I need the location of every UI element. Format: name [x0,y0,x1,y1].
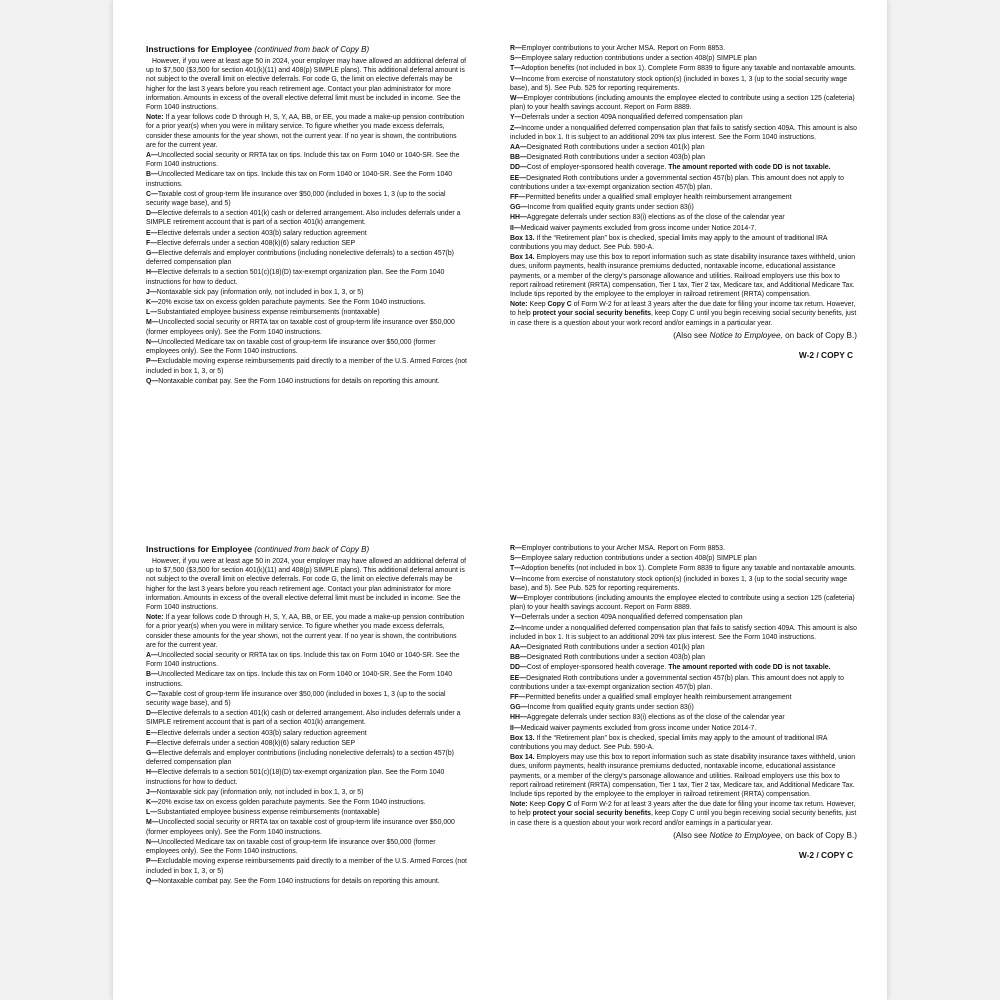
code-letter: T— [510,65,522,73]
code-letter: E— [146,729,158,737]
right-codes-list [510,544,857,662]
code-letter: A— [146,152,158,160]
code-letter: GG— [510,704,528,712]
code-item [146,151,468,169]
code-description: Designated Roth contributions under a governmental section 457(b) plan. This amount does not apply to contributions under a tax-exempt organization section 457(b) plan. [510,174,844,191]
code-item [510,44,857,53]
code-letter: F— [146,239,158,247]
code-item [510,75,857,93]
code-letter: M— [146,819,159,827]
code-description: Medicaid waiver payments excluded from gross income under Notice 2014-7. [520,224,757,232]
instructions-heading: Instructions for Employee (continued from back of Copy B) [146,544,370,554]
code-description: Aggregate deferrals under section 83(i) elections as of the close of the calendar year [526,214,785,222]
code-item [146,338,468,356]
code-description: Elective deferrals and employer contributions (including nonelective deferrals) to a section 457(b) deferred compensation plan [146,250,454,267]
code-item [510,554,857,563]
form-id-label: W-2 / COPY C [798,349,853,360]
code-description: Permitted benefits under a qualified small employer health reimbursement arrangement [525,194,792,202]
code-item [146,357,468,375]
code-item [146,838,468,856]
box14-paragraph: Box 14. Employers may use this box to report information such as state disability insurance taxes withheld, union dues, uniform payments, health insurance premiums deducted, nontaxable income, educational assistance payments, or a member of the clergy's parsonage allowance and utilities. Railroad employers use this box to report railroad retirement (RRTA) compensation, Tier 1 tax, Tier 2 tax, Medicare tax, and Additional Medicare Tax. Include tips reported by the employee to the employer in railroad retirement (RRTA) compensation. [510,754,856,799]
code-letter: N— [146,338,158,346]
code-description: Uncollected social security or RRTA tax on tips. Include this tax on Form 1040 or 1040-SR. See the Form 1040 instructions. [146,152,460,169]
code-item [510,594,857,612]
code-description: Excludable moving expense reimbursements paid directly to a member of the U.S. Armed Forces (not included in box 1, 3, or 5) [146,358,467,375]
code-letter: C— [146,690,158,698]
code-item [146,268,468,286]
code-letter: L— [146,809,158,817]
code-description: Income from exercise of nonstatutory stock option(s) (included in boxes 1, 3 (up to the social security wage base), and 5). See Pub. 525 for reporting requirements. [510,575,848,592]
code-description: Elective deferrals under a section 403(b) salary reduction agreement [157,729,367,737]
code-description: Elective deferrals to a section 401(k) cash or deferred arrangement. Also includes deferrals under a SIMPLE retirement account that is part of a section 401(k) arrangement. [146,710,461,727]
form-id-label: W-2 / COPY C [798,849,853,860]
code-item [510,544,857,553]
form-page [113,0,887,1000]
code-item [146,308,468,317]
left-column [146,44,468,387]
code-description: Income under a nonqualified deferred compensation plan that fails to satisfy section 409A. This amount is also included in box 1. It is subject to an additional 20% tax plus interest. See the Form 1040 instructions. [510,624,857,641]
right-codes-list [510,44,857,162]
code-description: Medicaid waiver payments excluded from gross income under Notice 2014-7. [520,724,757,732]
code-item [510,143,857,152]
code-letter: HH— [510,214,527,222]
also-see-note: (Also see Notice to Employee, on back of Copy B.) [673,830,857,840]
code-letter: N— [146,838,158,846]
code-item [510,64,857,73]
code-letter: K— [146,299,158,307]
code-item [510,624,857,642]
code-letter: Z— [510,124,522,132]
code-item [510,174,857,192]
code-letter: J— [146,288,157,296]
code-item [510,124,857,142]
code-description: Nontaxable sick pay (information only, not included in box 1, 3, or 5) [156,288,364,296]
code-item [510,703,857,712]
code-description: Income from qualified equity grants under section 83(i) [527,204,694,212]
code-description: Substantiated employee business expense reimbursements (nontaxable) [157,809,380,817]
code-item [146,229,468,238]
code-letter: R— [510,545,522,552]
code-letter: EE— [510,674,527,682]
code-item [146,318,468,336]
left-column [146,544,468,887]
code-letter: L— [146,309,158,317]
code-letter: H— [146,269,158,277]
code-description: Nontaxable combat pay. See the Form 1040 instructions for details on reporting this amount. [158,877,440,885]
code-description: Income from qualified equity grants under section 83(i) [527,704,694,712]
box13-paragraph: Box 13. If the “Retirement plan” box is checked, special limits may apply to the amount of traditional IRA contributions you may deduct. See Pub. 590-A. [510,734,828,752]
code-item [146,729,468,738]
code-item [146,670,468,688]
code-item-dd: DD—Cost of employer-sponsored health coverage. The amount reported with code DD is not taxable. [510,164,831,172]
right-codes-list-2 [510,174,857,233]
code-item [510,153,857,162]
code-item [510,713,857,722]
code-item [146,239,468,248]
code-item [510,724,857,733]
code-description: Designated Roth contributions under a section 403(b) plan [526,154,705,162]
code-item [510,113,857,122]
code-letter: B— [146,671,158,679]
code-letter: S— [510,555,522,563]
code-item [510,94,857,112]
code-description: Taxable cost of group-term life insurance over $50,000 (included in boxes 1, 3 (up to the social security wage base), and 5) [146,190,446,208]
left-codes-list [146,151,468,386]
code-letter: B— [146,171,158,179]
code-letter: Y— [510,114,522,122]
code-letter: P— [146,858,158,866]
code-item [146,808,468,817]
code-letter: D— [146,210,158,218]
code-letter: AA— [510,644,527,652]
code-letter: M— [146,319,159,327]
code-letter: R— [510,45,522,52]
code-item [146,739,468,748]
code-item [146,249,468,267]
instructions-heading: Instructions for Employee (continued from back of Copy B) [146,44,370,54]
code-item [146,377,468,386]
code-item [146,818,468,836]
code-item [146,709,468,727]
code-letter: W— [510,595,524,603]
code-item [146,857,468,875]
code-description: Uncollected social security or RRTA tax on taxable cost of group-term life insurance over $50,000 (former employees only). See the Form 1040 instructions. [146,819,455,836]
code-description: Elective deferrals to a section 501(c)(18)(D) tax-exempt organization plan. See the Form 1040 instructions for how to deduct. [146,769,445,786]
right-column [510,44,857,360]
code-item [146,209,468,227]
code-description: Deferrals under a section 409A nonqualified deferred compensation plan [521,614,743,622]
code-letter: II— [510,724,521,732]
code-letter: P— [146,358,158,366]
code-description: Designated Roth contributions under a section 401(k) plan [526,144,705,152]
code-description: Adoption benefits (not included in box 1). Complete Form 8839 to figure any taxable and nontaxable amounts. [521,565,856,573]
code-description: Uncollected social security or RRTA tax on tips. Include this tax on Form 1040 or 1040-SR. See the Form 1040 instructions. [146,652,460,669]
code-letter: II— [510,224,521,232]
code-description: Employer contributions to your Archer MSA. Report on Form 8853. [521,45,725,52]
code-description: Nontaxable sick pay (information only, not included in box 1, 3, or 5) [156,788,364,796]
code-description: Excludable moving expense reimbursements paid directly to a member of the U.S. Armed Forces (not included in box 1, 3, or 5) [146,858,467,875]
code-description: Income from exercise of nonstatutory stock option(s) (included in boxes 1, 3 (up to the social security wage base), and 5). See Pub. 525 for reporting requirements. [510,75,848,92]
code-item [146,190,468,208]
code-description: Employer contributions (including amounts the employee elected to contribute using a section 125 (cafeteria) plan) to your health savings account. Report on Form 8889. [510,95,855,112]
code-item [510,693,857,702]
code-letter: K— [146,799,158,807]
code-letter: Y— [510,614,522,622]
code-letter: F— [146,739,158,747]
code-description: Taxable cost of group-term life insurance over $50,000 (included in boxes 1, 3 (up to the social security wage base), and 5) [146,690,446,708]
code-item [146,690,468,708]
code-description: Employer contributions to your Archer MSA. Report on Form 8853. [521,545,725,552]
code-item [146,288,468,297]
box13-paragraph: Box 13. If the “Retirement plan” box is checked, special limits may apply to the amount of traditional IRA contributions you may deduct. See Pub. 590-A. [510,234,828,252]
code-item [146,768,468,786]
code-description: 20% excise tax on excess golden parachute payments. See the Form 1040 instructions. [157,299,426,307]
code-item [510,213,857,222]
code-letter: Q— [146,877,159,885]
code-item [146,788,468,797]
instructions-copy-bottom [113,500,887,1000]
code-description: Designated Roth contributions under a governmental section 457(b) plan. This amount does not apply to contributions under a tax-exempt organization section 457(b) plan. [510,674,844,691]
code-description: Uncollected Medicare tax on taxable cost of group-term life insurance over $50,000 (former employees only). See the Form 1040 instructions. [146,838,436,856]
box14-paragraph: Box 14. Employers may use this box to report information such as state disability insurance taxes withheld, union dues, uniform payments, health insurance premiums deducted, nontaxable income, educational assistance payments, or a member of the clergy's parsonage allowance and utilities. Railroad employers use this box to report railroad retirement (RRTA) compensation, Tier 1 tax, Tier 2 tax, Medicare tax, and Additional Medicare Tax. Include tips reported by the employee to the employer in railroad retirement (RRTA) compensation. [510,254,856,299]
code-description: Employee salary reduction contributions under a section 408(p) SIMPLE plan [521,55,757,63]
code-description: Elective deferrals to a section 501(c)(18)(D) tax-exempt organization plan. See the Form 1040 instructions for how to deduct. [146,269,445,286]
keep-copy-note: Note: Keep Copy C of Form W-2 for at least 3 years after the due date for filing your income tax return. However, to help protect your social security benefits, keep Copy C until you begin receiving social security benefits, just in case there is a question about your work record and/or earnings in a particular year. [510,801,857,827]
code-item [146,749,468,767]
code-letter: Z— [510,624,522,632]
code-letter: EE— [510,174,527,182]
note-paragraph: Note: If a year follows code D through H, S, Y, AA, BB, or EE, you made a make-up pension contribution for a prior year(s) when you were in military service. To figure whether you made excess deferrals, consider these amounts for the year shown, not the current year. If no year is shown, the contributions are for the current year. [146,114,465,149]
code-item [510,54,857,63]
right-column [510,544,857,860]
code-description: Uncollected Medicare tax on tips. Include this tax on Form 1040 or 1040-SR. See the Form 1040 instructions. [146,671,453,688]
code-item [510,613,857,622]
code-description: Designated Roth contributions under a section 401(k) plan [526,644,705,652]
code-description: Elective deferrals under a section 403(b) salary reduction agreement [157,229,367,237]
code-letter: Q— [146,377,159,385]
code-letter: C— [146,190,158,198]
code-item [510,674,857,692]
code-description: Employee salary reduction contributions under a section 408(p) SIMPLE plan [521,555,757,563]
code-letter: BB— [510,154,527,162]
code-description: Elective deferrals and employer contributions (including nonelective deferrals) to a section 457(b) deferred compensation plan [146,750,454,767]
note-paragraph: Note: If a year follows code D through H, S, Y, AA, BB, or EE, you made a make-up pension contribution for a prior year(s) when you were in military service. To figure whether you made excess deferrals, consider these amounts for the year shown, not the current year. If no year is shown, the contributions are for the current year. [146,614,465,649]
code-item-dd: DD—Cost of employer-sponsored health coverage. The amount reported with code DD is not taxable. [510,664,831,672]
code-description: Income under a nonqualified deferred compensation plan that fails to satisfy section 409A. This amount is also included in box 1. It is subject to an additional 20% tax plus interest. See the Form 1040 instructions. [510,124,857,141]
code-item [146,170,468,188]
code-item [510,653,857,662]
code-description: Designated Roth contributions under a section 403(b) plan [526,654,705,662]
intro-paragraph: However, if you were at least age 50 in 2024, your employer may have allowed an additional deferral of up to $7,500 ($3,500 for section 401(k)(11) and 408(p) SIMPLE plans). This additional deferral amount is not subject to the overall limit on elective deferrals. For code G, the limit on elective deferrals may be higher for the last 3 years before you reach retirement age. Contact your plan administrator for more information. Amounts in excess of the overall elective deferral limit must be included in income. See the Form 1040 instructions. [146,558,467,612]
code-item [510,193,857,202]
code-letter: E— [146,229,158,237]
code-letter: J— [146,788,157,796]
code-letter: G— [146,750,159,758]
code-letter: FF— [510,694,526,702]
code-letter: T— [510,565,522,573]
code-description: Employer contributions (including amounts the employee elected to contribute using a section 125 (cafeteria) plan) to your health savings account. Report on Form 8889. [510,595,855,612]
code-letter: V— [510,575,522,583]
code-letter: HH— [510,714,527,722]
code-item [146,877,468,886]
code-description: Substantiated employee business expense reimbursements (nontaxable) [157,309,380,317]
code-letter: GG— [510,204,528,212]
code-description: Elective deferrals under a section 408(k)(6) salary reduction SEP [157,239,356,247]
keep-copy-note: Note: Keep Copy C of Form W-2 for at least 3 years after the due date for filing your income tax return. However, to help protect your social security benefits, keep Copy C until you begin receiving social security benefits, just in case there is a question about your work record and/or earnings in a particular year. [510,301,857,327]
instructions-copy-top [113,0,887,500]
code-item [510,203,857,212]
code-description: Deferrals under a section 409A nonqualified deferred compensation plan [521,114,743,122]
intro-paragraph: However, if you were at least age 50 in 2024, your employer may have allowed an additional deferral of up to $7,500 ($3,500 for section 401(k)(11) and 408(p) SIMPLE plans). This additional deferral amount is not subject to the overall limit on elective deferrals. For code G, the limit on elective deferrals may be higher for the last 3 years before you reach retirement age. Contact your plan administrator for more information. Amounts in excess of the overall elective deferral limit must be included in income. See the Form 1040 instructions. [146,58,467,112]
code-description: Uncollected social security or RRTA tax on taxable cost of group-term life insurance over $50,000 (former employees only). See the Form 1040 instructions. [146,319,455,336]
code-letter: D— [146,710,158,718]
code-description: Elective deferrals under a section 408(k)(6) salary reduction SEP [157,739,356,747]
code-letter: V— [510,75,522,83]
left-codes-list [146,651,468,886]
code-item [146,798,468,807]
right-codes-list-2 [510,674,857,733]
code-letter: G— [146,250,159,258]
code-item [146,651,468,669]
code-description: Nontaxable combat pay. See the Form 1040 instructions for details on reporting this amount. [158,377,440,385]
code-description: Aggregate deferrals under section 83(i) elections as of the close of the calendar year [526,714,785,722]
code-description: 20% excise tax on excess golden parachute payments. See the Form 1040 instructions. [157,799,426,807]
code-description: Uncollected Medicare tax on tips. Include this tax on Form 1040 or 1040-SR. See the Form 1040 instructions. [146,171,453,188]
code-description: Elective deferrals to a section 401(k) cash or deferred arrangement. Also includes deferrals under a SIMPLE retirement account that is part of a section 401(k) arrangement. [146,210,461,227]
code-letter: S— [510,55,522,63]
code-item [510,643,857,652]
code-description: Permitted benefits under a qualified small employer health reimbursement arrangement [525,694,792,702]
code-letter: W— [510,95,524,103]
code-letter: AA— [510,144,527,152]
code-letter: H— [146,769,158,777]
code-letter: A— [146,652,158,660]
code-letter: BB— [510,654,527,662]
code-item [510,575,857,593]
code-letter: FF— [510,194,526,202]
code-description: Uncollected Medicare tax on taxable cost of group-term life insurance over $50,000 (former employees only). See the Form 1040 instructions. [146,338,436,356]
code-description: Adoption benefits (not included in box 1). Complete Form 8839 to figure any taxable and nontaxable amounts. [521,65,856,73]
also-see-note: (Also see Notice to Employee, on back of Copy B.) [673,330,857,340]
code-item [146,298,468,307]
code-item [510,564,857,573]
code-item [510,224,857,233]
